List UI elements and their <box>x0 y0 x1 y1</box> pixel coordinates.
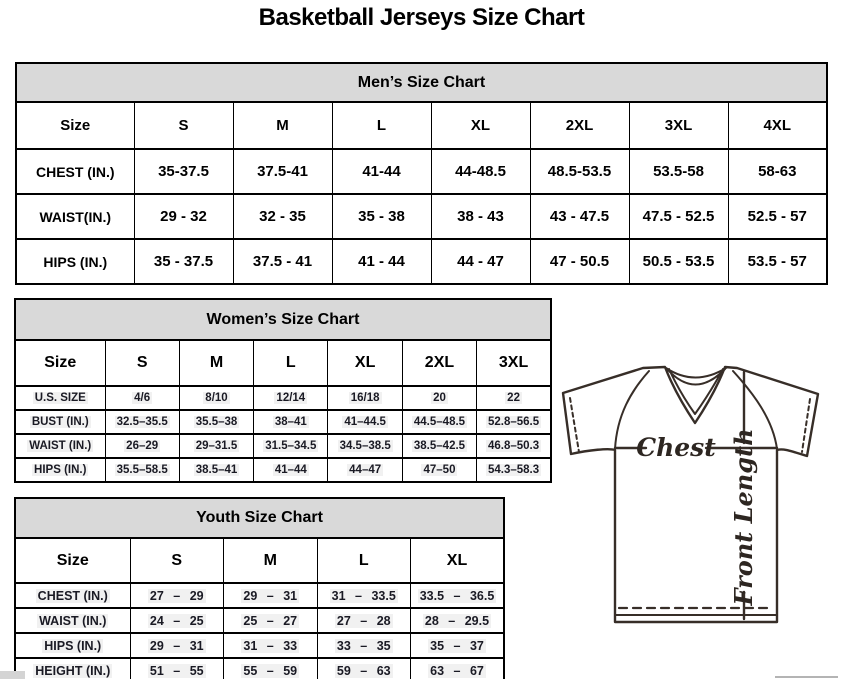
table-row <box>16 239 827 284</box>
column-header: L <box>332 102 431 149</box>
column-header: XL <box>411 538 505 583</box>
front-length-label: Front Length <box>729 428 758 606</box>
size-value-cell: 48.5-53.5 <box>530 149 629 194</box>
size-value-cell: 31 – 33 <box>224 633 318 658</box>
size-value-cell: 27 – 28 <box>317 608 411 633</box>
size-value-cell: 47–50 <box>402 458 476 482</box>
column-header-row <box>15 340 551 386</box>
size-value-cell: 38.5–42.5 <box>402 434 476 458</box>
size-value-cell: 55 – 59 <box>224 658 318 679</box>
size-value-cell: 63 – 67 <box>411 658 505 679</box>
table-title: Women’s Size Chart <box>15 299 551 340</box>
size-value-cell: 35 – 37 <box>411 633 505 658</box>
size-value-cell: 29 - 32 <box>134 194 233 239</box>
table-row <box>15 658 504 679</box>
column-header: S <box>134 102 233 149</box>
size-value-cell: 29 – 31 <box>130 633 224 658</box>
size-value-cell: 29–31.5 <box>179 434 253 458</box>
size-value-cell: 53.5 - 57 <box>728 239 827 284</box>
size-value-cell: 47 - 50.5 <box>530 239 629 284</box>
womens-size-table <box>14 298 552 483</box>
table-row <box>15 434 551 458</box>
size-value-cell: 35.5–38 <box>179 410 253 434</box>
size-value-cell: 51 – 55 <box>130 658 224 679</box>
table-row <box>15 583 504 608</box>
size-value-cell: 32.5–35.5 <box>105 410 179 434</box>
table-row <box>15 410 551 434</box>
table-row <box>15 458 551 482</box>
column-header: Size <box>16 102 134 149</box>
column-header: L <box>317 538 411 583</box>
size-value-cell: 33 – 35 <box>317 633 411 658</box>
column-header: XL <box>328 340 402 386</box>
column-header: 4XL <box>728 102 827 149</box>
size-value-cell: 24 – 25 <box>130 608 224 633</box>
table-row <box>15 386 551 410</box>
size-value-cell: 44 - 47 <box>431 239 530 284</box>
size-value-cell: 31.5–34.5 <box>254 434 328 458</box>
size-value-cell: 41-44 <box>332 149 431 194</box>
size-value-cell: 54.3–58.3 <box>477 458 551 482</box>
column-header: XL <box>431 102 530 149</box>
size-value-cell: 31 – 33.5 <box>317 583 411 608</box>
size-value-cell: 38.5–41 <box>179 458 253 482</box>
size-value-cell: 58-63 <box>728 149 827 194</box>
size-value-cell: 43 - 47.5 <box>530 194 629 239</box>
size-value-cell: 44–47 <box>328 458 402 482</box>
size-value-cell: 52.8–56.5 <box>477 410 551 434</box>
size-value-cell: 4/6 <box>105 386 179 410</box>
jersey-measurement-diagram <box>553 353 843 643</box>
row-label: WAIST (IN.) <box>15 608 130 633</box>
column-header: M <box>179 340 253 386</box>
jersey-outline <box>563 367 818 622</box>
column-header: Size <box>15 538 130 583</box>
size-value-cell: 35.5–58.5 <box>105 458 179 482</box>
size-value-cell: 35 - 37.5 <box>134 239 233 284</box>
size-value-cell: 37.5-41 <box>233 149 332 194</box>
size-value-cell: 20 <box>402 386 476 410</box>
row-label: BUST (IN.) <box>15 410 105 434</box>
size-value-cell: 41–44 <box>254 458 328 482</box>
size-value-cell: 29 – 31 <box>224 583 318 608</box>
row-label: CHEST (IN.) <box>16 149 134 194</box>
size-value-cell: 35-37.5 <box>134 149 233 194</box>
size-value-cell: 35 - 38 <box>332 194 431 239</box>
size-value-cell: 59 – 63 <box>317 658 411 679</box>
row-label: HIPS (IN.) <box>15 458 105 482</box>
chest-label: Chest <box>636 433 716 462</box>
table-row <box>16 149 827 194</box>
horizontal-scrollbar-thumb[interactable] <box>0 671 25 679</box>
table-title: Youth Size Chart <box>15 498 504 538</box>
size-value-cell: 44-48.5 <box>431 149 530 194</box>
size-value-cell: 37.5 - 41 <box>233 239 332 284</box>
youth-size-table <box>14 497 505 679</box>
size-value-cell: 38–41 <box>254 410 328 434</box>
size-value-cell: 27 – 29 <box>130 583 224 608</box>
column-header-row <box>15 538 504 583</box>
size-value-cell: 50.5 - 53.5 <box>629 239 728 284</box>
size-value-cell: 32 - 35 <box>233 194 332 239</box>
size-value-cell: 34.5–38.5 <box>328 434 402 458</box>
size-value-cell: 38 - 43 <box>431 194 530 239</box>
size-value-cell: 41–44.5 <box>328 410 402 434</box>
column-header: S <box>130 538 224 583</box>
column-header-row <box>16 102 827 149</box>
row-label: HIPS (IN.) <box>15 633 130 658</box>
column-header: 3XL <box>477 340 551 386</box>
size-value-cell: 47.5 - 52.5 <box>629 194 728 239</box>
size-value-cell: 33.5 – 36.5 <box>411 583 505 608</box>
column-header: 3XL <box>629 102 728 149</box>
row-label: HEIGHT (IN.) <box>15 658 130 679</box>
row-label: WAIST (IN.) <box>15 434 105 458</box>
table-title: Men’s Size Chart <box>16 63 827 102</box>
size-value-cell: 22 <box>477 386 551 410</box>
column-header: 2XL <box>402 340 476 386</box>
row-label: CHEST (IN.) <box>15 583 130 608</box>
column-header: L <box>254 340 328 386</box>
size-value-cell: 25 – 27 <box>224 608 318 633</box>
size-value-cell: 28 – 29.5 <box>411 608 505 633</box>
size-value-cell: 46.8–50.3 <box>477 434 551 458</box>
size-value-cell: 44.5–48.5 <box>402 410 476 434</box>
table-row <box>15 608 504 633</box>
page-title: Basketball Jerseys Size Chart <box>258 4 585 31</box>
size-value-cell: 52.5 - 57 <box>728 194 827 239</box>
row-label: HIPS (IN.) <box>16 239 134 284</box>
table-row <box>15 633 504 658</box>
table-row <box>16 194 827 239</box>
column-header: M <box>224 538 318 583</box>
size-value-cell: 53.5-58 <box>629 149 728 194</box>
size-value-cell: 41 - 44 <box>332 239 431 284</box>
size-value-cell: 8/10 <box>179 386 253 410</box>
size-value-cell: 26–29 <box>105 434 179 458</box>
size-value-cell: 12/14 <box>254 386 328 410</box>
column-header: 2XL <box>530 102 629 149</box>
row-label: U.S. SIZE <box>15 386 105 410</box>
column-header: Size <box>15 340 105 386</box>
size-value-cell: 16/18 <box>328 386 402 410</box>
column-header: M <box>233 102 332 149</box>
row-label: WAIST(IN.) <box>16 194 134 239</box>
scrollbar-fragment[interactable] <box>775 676 838 678</box>
mens-size-table <box>15 62 828 285</box>
column-header: S <box>105 340 179 386</box>
